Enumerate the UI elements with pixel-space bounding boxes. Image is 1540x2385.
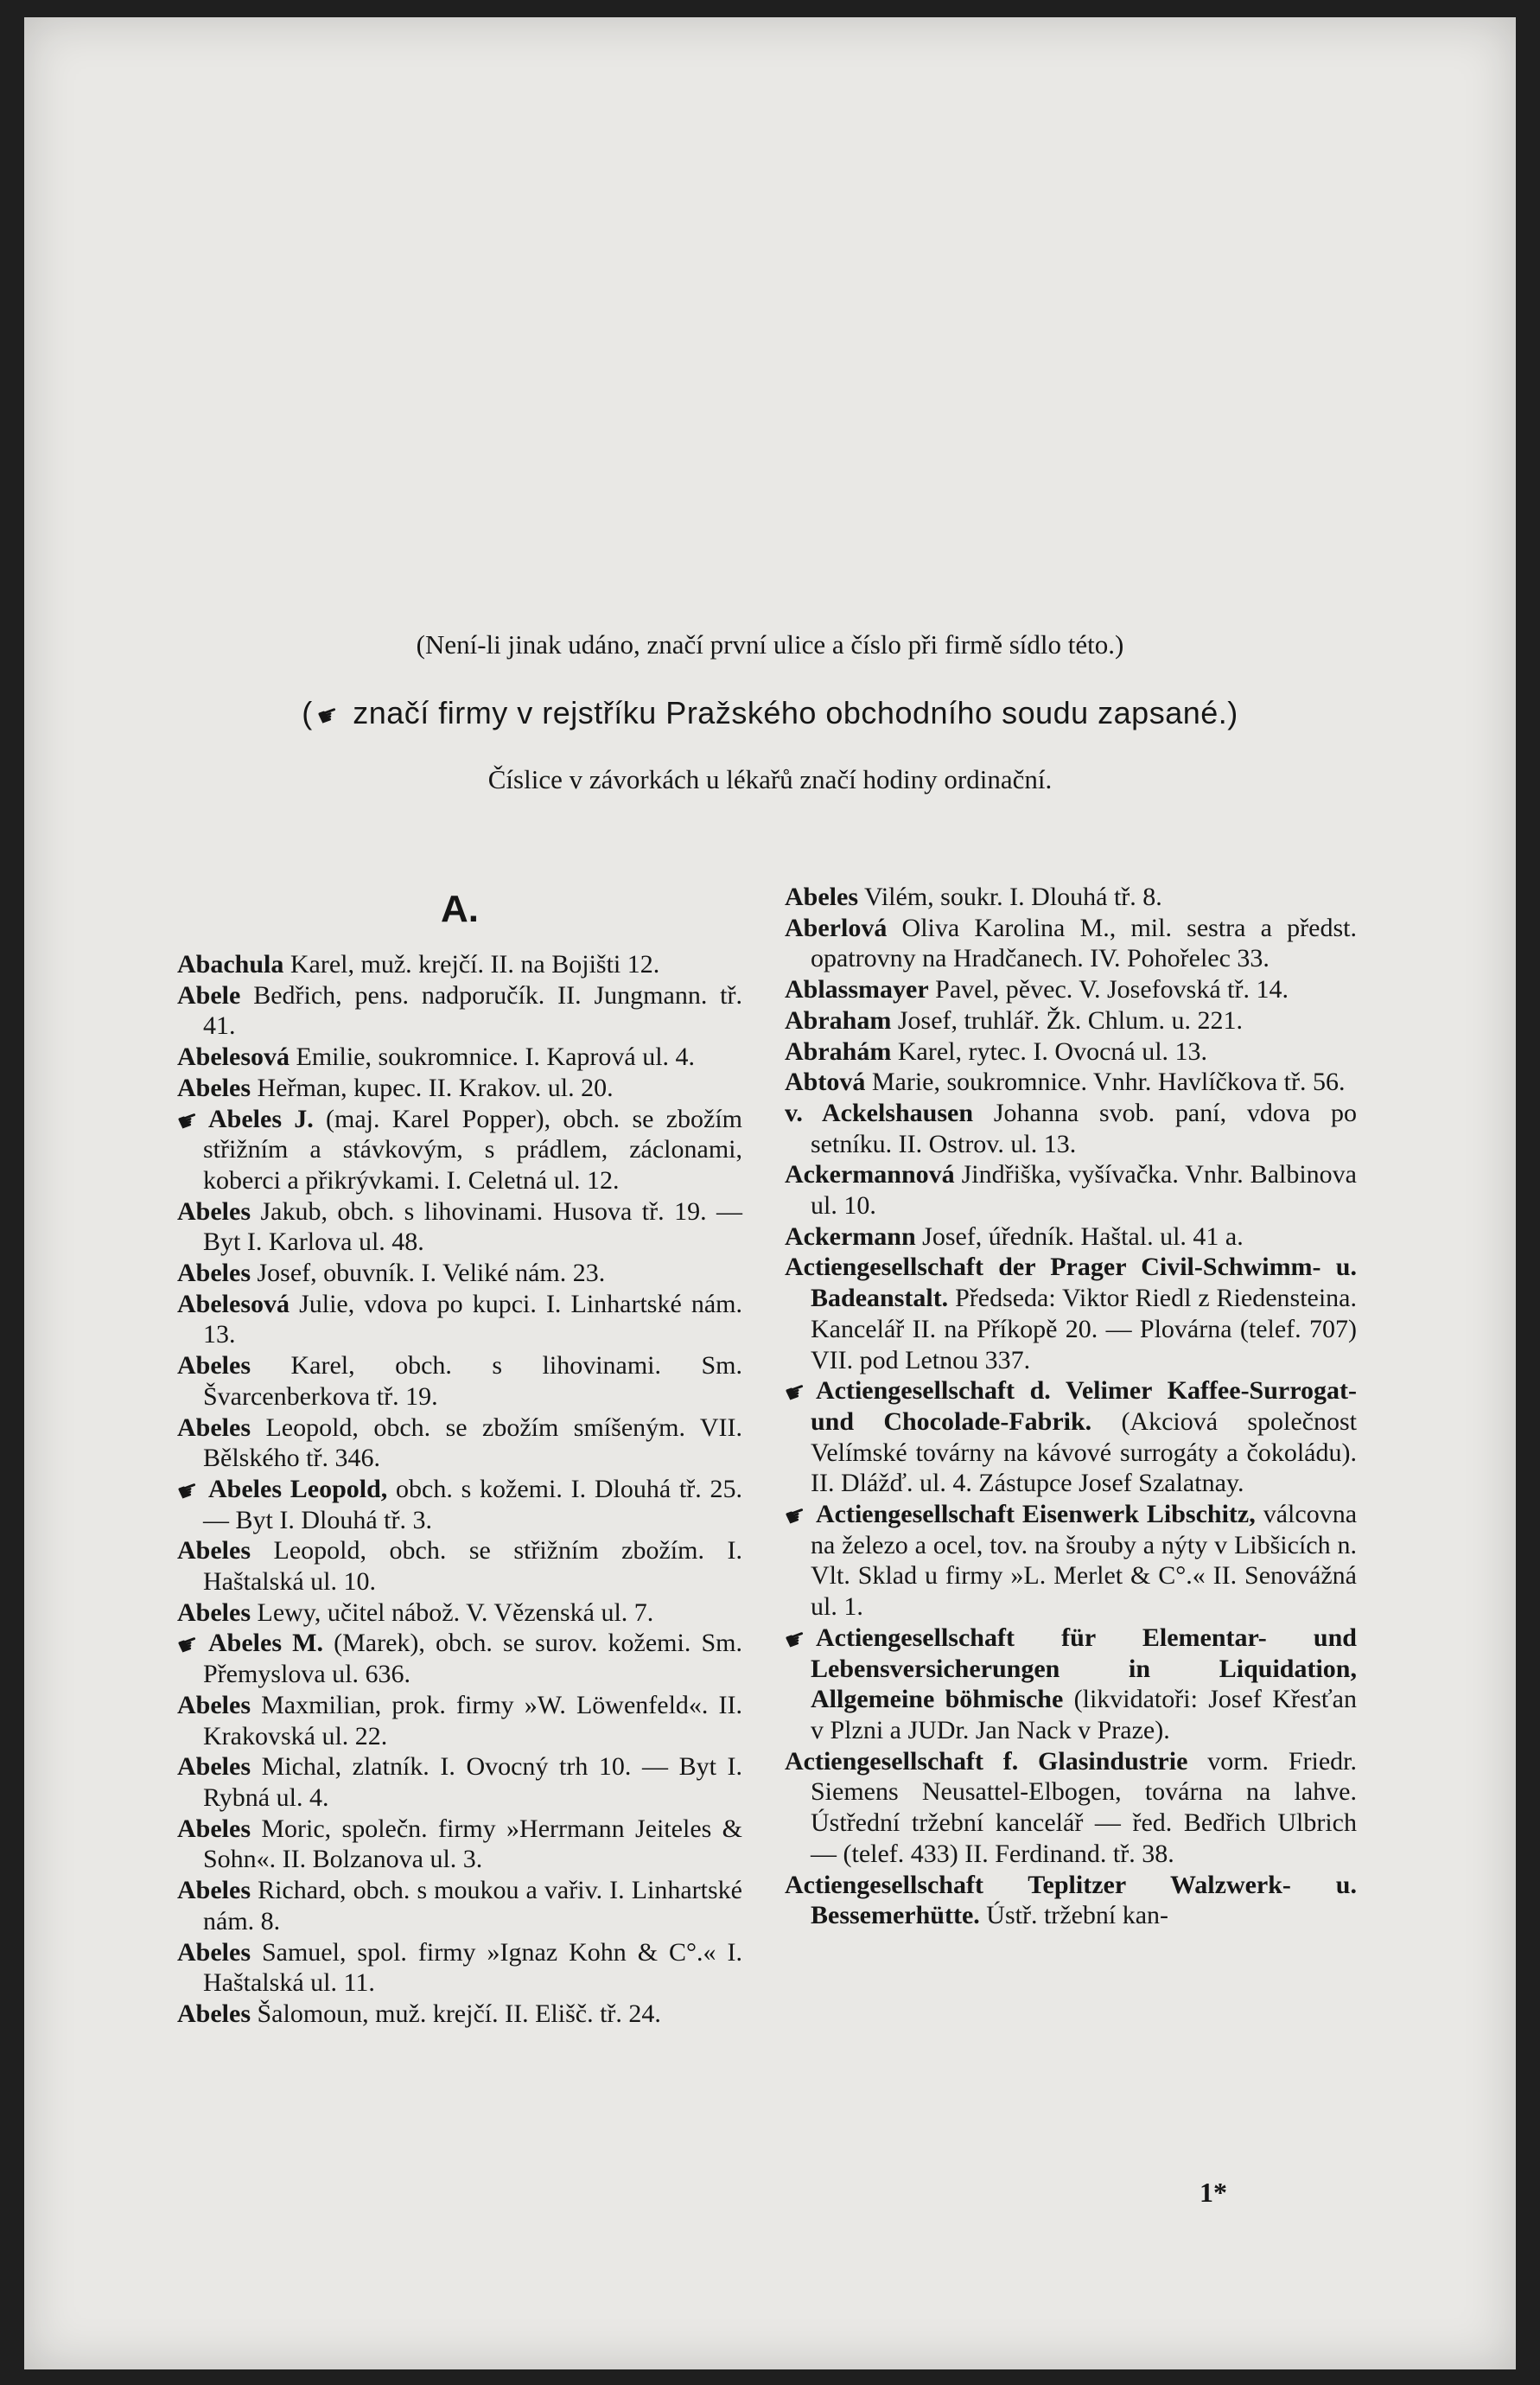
entry-name: Abeles [177, 1413, 251, 1442]
directory-entry [785, 1098, 1357, 1159]
entry-details: Vilém, soukr. I. Dlouhá tř. 8. [863, 883, 1162, 911]
entry-details: obch. s kožemi. I. Dlouhá tř. 25. — Byt I. Dlouhá tř. 3. [203, 1474, 743, 1534]
entry-name: Abeles [177, 1752, 251, 1782]
directory-entry [785, 913, 1357, 974]
directory-entry [785, 1746, 1357, 1870]
entry-name: Abeles [177, 1690, 251, 1719]
entry-name: Actiengesellschaft Eisenwerk Libschitz, [816, 1500, 1256, 1529]
entry-details: Bedřich, pens. nadporučík. II. Jungmann. tř. 41. [203, 980, 743, 1041]
directory-entry [177, 1597, 742, 1629]
directory-entry [177, 980, 742, 1042]
entry-details: (Marek), obch. se surov. kožemi. Sm. Přemyslova ul. 636. [203, 1629, 743, 1689]
page-number: 1* [1200, 2177, 1227, 2208]
entry-name: Abeles J. [208, 1104, 314, 1133]
directory-entry [177, 1258, 742, 1289]
directory-entry [785, 1870, 1357, 1931]
directory-entry [785, 1005, 1357, 1036]
entry-details: vorm. Friedr. Siemens Neusattel-Elbogen, továrna na lahve. Ústřední tržební kancelář — řed. Bedřich Ulbrich — (telef. 433) II. Ferdinand. tř. 38. [811, 1746, 1358, 1868]
entry-name: Actiengesellschaft d. Velimer Kaffee-Surrogat- und Chocolade-Fabrik. [811, 1376, 1357, 1436]
directory-entry [785, 882, 1357, 913]
entry-details: Leopold, obch. se zbožím smíšeným. VII. Bělského tř. 346. [203, 1413, 743, 1473]
entry-name: Abeles [177, 1814, 251, 1843]
section-letter: A. [441, 888, 479, 930]
abbreviation-note-street: (Není-li jinak udáno, značí první ulice a číslo při firmě sídlo této.) [416, 629, 1124, 660]
note-register-text: značí firmy v rejstříku Pražského obchodního soudu zapsané.) [353, 695, 1238, 730]
entry-details: Moric, společn. firmy »Herrmann Jeiteles & Sohn«. II. Bolzanova ul. 3. [203, 1814, 742, 1874]
directory-entry [177, 1690, 742, 1751]
left-column [173, 882, 743, 2030]
directory-entry [173, 1103, 742, 1196]
entry-name: Actiengesellschaft für Elementar- und Lebensversicherungen in Liquidation, Allgemeine böhmische [811, 1623, 1357, 1714]
right-entry-list [780, 882, 1358, 1931]
directory-entry [177, 1751, 742, 1813]
entry-details: Předseda: Viktor Riedl z Riedensteina. Kancelář II. na Příkopě 20. — Plovárna (telef. 707) VII. pod Letnou 337. [811, 1284, 1358, 1374]
directory-entry [177, 1289, 742, 1350]
entry-name: Abele [177, 980, 241, 1010]
directory-entry [785, 1159, 1357, 1221]
directory-entry [177, 1196, 742, 1258]
directory-entry [177, 1875, 742, 1936]
directory-entry [177, 1073, 742, 1104]
entry-name: Abeles [177, 1073, 251, 1102]
directory-entry [780, 1374, 1358, 1499]
entry-details: Oliva Karolina M., mil. sestra a předst. opatrovny na Hradčanech. IV. Pohořelec 33. [811, 913, 1358, 973]
entry-details: Karel, rytec. I. Ovocná ul. 13. [897, 1036, 1208, 1066]
entry-name: Ackermannová [785, 1160, 955, 1189]
directory-entry [780, 1498, 1358, 1623]
pointing-hand-icon: ☛ [173, 1628, 204, 1662]
entry-name: Aberlová [785, 913, 888, 942]
entry-details: Lewy, učitel nábož. V. Vězenská ul. 7. [257, 1597, 654, 1627]
entry-details: Julie, vdova po kupci. I. Linhartské nám. 13. [203, 1289, 742, 1349]
directory-entry [173, 1628, 743, 1689]
entry-name: Abeles [177, 1597, 251, 1627]
entry-name: Actiengesellschaft f. Glasindustrie [785, 1746, 1188, 1776]
pointing-hand-icon: ☛ [780, 1498, 811, 1534]
note-open-paren: ( [302, 695, 313, 730]
pointing-hand-icon: ☛ [173, 1473, 204, 1508]
entry-details: (Akciová společnost Velímské továrny na kávové surrogáty a čokoládu). II. Dlážď. ul. 4. Zástupce Josef Szalatnay. [811, 1406, 1358, 1498]
entry-details: (likvidatoři: Josef Křesťan v Plzni a JUDr. Jan Nack v Praze). [811, 1685, 1357, 1744]
entry-name: Abeles [177, 1351, 251, 1381]
entry-details: Jindřiška, vyšívačka. Vnhr. Balbinova ul. 10. [811, 1160, 1357, 1221]
right-column [780, 882, 1358, 1931]
entry-details: Maxmilian, prok. firmy »W. Löwenfeld«. II. Krakovská ul. 22. [203, 1690, 742, 1750]
directory-entry [173, 1473, 743, 1535]
entry-name: Abrahám [785, 1036, 892, 1066]
abbreviation-note-register [0, 695, 1540, 731]
directory-entry [785, 974, 1357, 1005]
entry-name: Abeles [785, 883, 858, 911]
entry-name: Ablassmayer [785, 975, 929, 1004]
pointing-hand-icon: ☛ [780, 1622, 811, 1657]
entry-name: Abeles M. [208, 1629, 323, 1658]
entry-name: Abeles [177, 1876, 251, 1905]
entry-details: Ústř. tržební kan- [986, 1901, 1169, 1930]
entry-name: Actiengesellschaft Teplitzer Walzwerk- u. Bessemerhütte. [785, 1870, 1357, 1930]
pointing-hand-icon: ☛ [173, 1103, 204, 1138]
entry-name: Abelesová [177, 1043, 290, 1072]
entry-details: Emilie, soukromnice. I. Kaprová ul. 4. [296, 1043, 696, 1072]
entry-details: Richard, obch. s moukou a vařiv. I. Linhartské nám. 8. [203, 1876, 742, 1935]
entry-name: Actiengesellschaft der Prager Civil-Schwimm- u. Badeanstalt. [785, 1253, 1357, 1313]
directory-entry [177, 949, 742, 980]
directory-entry [785, 1252, 1357, 1375]
entry-name: Abelesová [177, 1289, 290, 1318]
entry-details: Jakub, obch. s lihovinami. Husova tř. 19. — Byt I. Karlova ul. 48. [203, 1196, 743, 1257]
directory-entry [177, 1814, 742, 1875]
entry-name: Abeles Leopold, [208, 1474, 388, 1503]
entry-details: Karel, obch. s lihovinami. Sm. Švarcenberkova tř. 19. [203, 1351, 743, 1411]
entry-name: Abeles [177, 1937, 251, 1967]
entry-name: Abraham [785, 1005, 892, 1035]
entry-name: Abeles [177, 1196, 251, 1226]
directory-entry [177, 1413, 742, 1474]
entry-name: Abeles [177, 1259, 251, 1288]
directory-entry [785, 1036, 1357, 1068]
entry-details: Johanna svob. paní, vdova po setníku. II. Ostrov. ul. 13. [811, 1098, 1357, 1158]
entry-details: Josef, obuvník. I. Veliké nám. 23. [257, 1259, 606, 1288]
directory-entry [785, 1067, 1357, 1098]
entry-details: Heřman, kupec. II. Krakov. ul. 20. [257, 1073, 614, 1102]
directory-entry [177, 1042, 742, 1073]
entry-name: Abeles [177, 1536, 251, 1566]
entry-details: Josef, truhlář. Žk. Chlum. u. 221. [897, 1005, 1243, 1035]
left-entry-list [173, 949, 743, 2030]
directory-entry [780, 1622, 1357, 1746]
entry-name: Abachula [177, 950, 284, 979]
entry-details: Karel, muž. krejčí. II. na Bojišti 12. [290, 950, 660, 979]
entry-details: Leopold, obch. se střižním zbožím. I. Haštalská ul. 10. [203, 1536, 742, 1597]
entry-details: Pavel, pěvec. V. Josefovská tř. 14. [935, 975, 1289, 1004]
entry-details: Šalomoun, muž. krejčí. II. Elišč. tř. 24. [257, 1999, 661, 2028]
abbreviation-note-hours: Číslice v závorkách u lékařů značí hodiny ordinační. [487, 764, 1053, 794]
entry-details: Michal, zlatník. I. Ovocný trh 10. — Byt I. Rybná ul. 4. [203, 1752, 743, 1812]
directory-entry [177, 1937, 742, 1999]
pointing-hand-icon: ☛ [780, 1374, 811, 1410]
pointing-hand-icon: ☛ [313, 698, 344, 733]
entry-details: Josef, úředník. Haštal. ul. 41 a. [922, 1221, 1244, 1251]
directory-entry [177, 1350, 742, 1412]
entry-name: Abeles [177, 1999, 251, 2028]
entry-name: v. Ackelshausen [785, 1098, 974, 1127]
entry-details: Marie, soukromnice. Vnhr. Havlíčkova tř. 56. [871, 1068, 1346, 1097]
entry-name: Abtová [785, 1068, 866, 1097]
entry-details: Samuel, spol. firmy »Ignaz Kohn & C°.« I. Haštalská ul. 11. [203, 1937, 742, 1998]
entry-details: válcovna na železo a ocel, tov. na šrouby a nýty v Libšicích n. Vlt. Sklad u firmy »L. Merlet & C°.« II. Senovážná ul. 1. [811, 1500, 1358, 1622]
entry-details: (maj. Karel Popper), obch. se zbožím střižním a stávkovým, s prádlem, záclonami, koberci a přikrývkami. I. Celetná ul. 12. [203, 1104, 742, 1195]
directory-entry [785, 1221, 1357, 1253]
directory-entry [177, 1535, 742, 1597]
directory-entry [177, 1999, 742, 2030]
entry-name: Ackermann [785, 1221, 916, 1251]
